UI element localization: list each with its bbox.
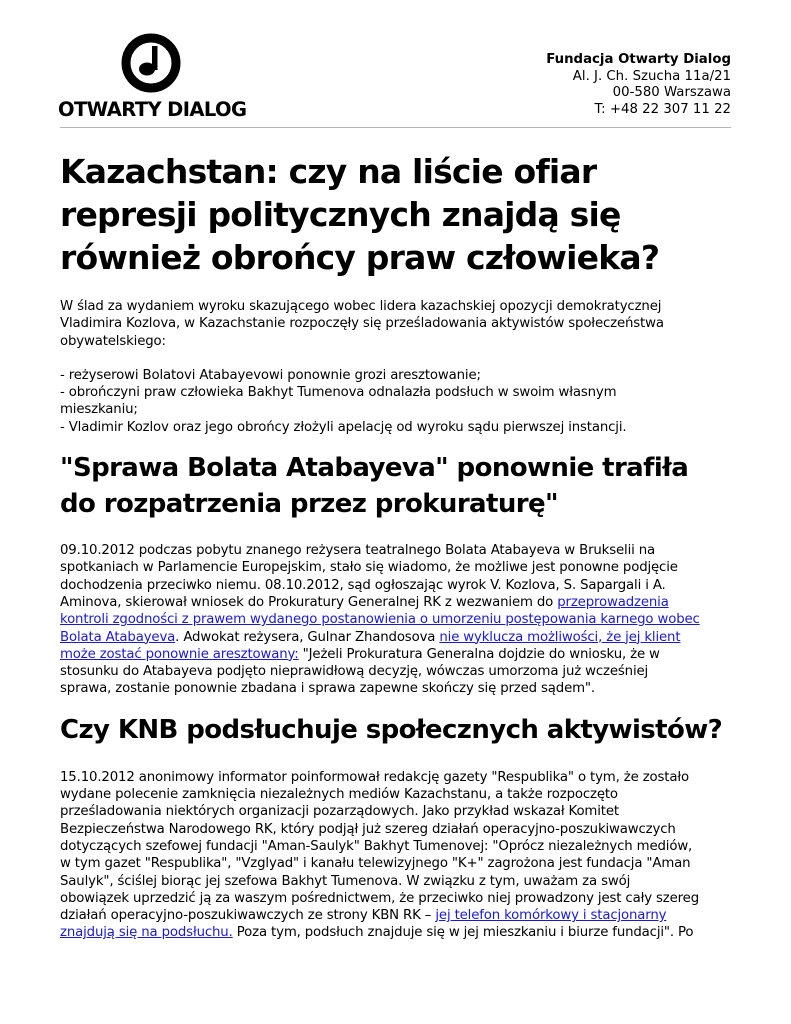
section-heading — [60, 450, 740, 522]
contact-block — [546, 52, 731, 118]
title-line: również obrońcy praw człowieka? — [60, 238, 660, 277]
phone-number: T: +48 22 307 11 22 — [594, 101, 731, 117]
list-item: mieszkaniu; — [60, 402, 138, 418]
prosecutor-review-link[interactable]: przeprowadzenia — [557, 594, 669, 610]
text-line: W ślad za wydaniem wyroku skazującego wobec lidera kazachskiej opozycji demokratycznej — [60, 299, 662, 314]
text-line: dochodzenia przeciwko niemu. 08.10.2012, sąd ogłoszając wyrok V. Kozlova, S. Sapargali i A. — [60, 577, 666, 593]
text-line: dotyczących szefowej fundacji "Aman-Saulyk" Bakhyt Tumenovej: "Oprócz niezależnych mediów, — [60, 838, 693, 854]
text-line: 15.10.2012 anonimowy informator poinformował redakcję gazety "Respublika" o tym, że zostało — [60, 769, 689, 785]
org-name: Fundacja Otwarty Dialog — [546, 52, 731, 67]
text-run: działań operacyjno-poszukiwawczych ze strony KBN RK – — [60, 908, 436, 924]
text-line: stosunku do Atabayeva podjęto nieprawidłową decyzję, wówczas umorzoma już wcześniej — [60, 664, 649, 680]
text-line: w tym gazet "Respublika", "Vzglyad" i kanału telewizyjnego "K+" zagrożona jest fundacja "Aman — [60, 856, 691, 872]
text-line — [60, 611, 740, 628]
text-line — [60, 907, 740, 924]
heading-line: Czy KNB podsłuchuje społecznych aktywistów? — [60, 714, 723, 745]
list-item: - Vladimir Kozlov oraz jego obrońcy złożyli apelację od wyroku sądu pierwszej instancji. — [60, 419, 627, 435]
article-title — [60, 150, 740, 279]
address-line: Al. J. Ch. Szucha 11a/21 — [572, 68, 731, 84]
text-line: Saulyk", ściślej biorąc jej szefowa Bakhyt Tumenova. W związku z tym, uważam za swój — [60, 873, 631, 889]
wiretap-link[interactable]: jej telefon komórkowy i stacjonarny — [435, 908, 667, 924]
section2-paragraph — [60, 769, 740, 942]
logo-text: OTWARTY DIALOG — [58, 98, 247, 121]
prosecutor-review-link[interactable]: kontroli zgodności z prawem wydanego postanowienia o umorzeniu postępowania karnego wobec — [60, 612, 700, 628]
otwarty-dialog-logo-icon — [120, 32, 182, 94]
section-heading — [60, 712, 740, 748]
bullet-list — [60, 367, 740, 436]
text-line: wydane polecenie zamknięcia niezależnych mediów Kazachstanu, a także rozpoczęto — [60, 787, 618, 803]
header-divider — [60, 127, 731, 128]
prosecutor-review-link[interactable]: Bolata Atabayeva — [60, 629, 176, 645]
text-line: sprawa, zostanie ponownie zbadana i sprawa zapewne skończy się przed sądem". — [60, 681, 595, 697]
text-run: "Jeżeli Prokuratura Generalna dojdzie do wniosku, że w — [298, 646, 660, 662]
text-run: Aminova, skierował wniosek do Prokuratury Generalnej RK z wezwaniem do — [60, 594, 558, 610]
wiretap-link[interactable]: znajdują się na podsłuchu. — [60, 925, 233, 941]
text-line — [60, 629, 740, 646]
heading-line: do rozpatrzenia przez prokuraturę" — [60, 489, 558, 520]
text-line: spotkaniach w Parlamencie Europejskim, stało się wiadomo, że możliwe jest ponowne podjęcie — [60, 560, 678, 576]
text-line — [60, 646, 740, 663]
address-line: 00-580 Warszawa — [612, 85, 731, 100]
text-line: obowiązek uprzedzić ją za waszym pośrednictwem, że przeciwko niej prowadzony jest cały szereg — [60, 890, 699, 906]
text-line: obywatelskiego: — [60, 333, 166, 349]
intro-paragraph — [60, 298, 740, 350]
text-line: Vladimira Kozlova, w Kazachstanie rozpoczęły się prześladowania aktywistów społeczeństwa — [60, 316, 664, 332]
section1-paragraph — [60, 542, 740, 698]
text-run: Poza tym, podsłuch znajduje się w jej mieszkaniu i biurze fundacji". Po — [232, 925, 694, 941]
lawyer-statement-link[interactable]: może zostać ponownie aresztowany: — [60, 646, 299, 662]
list-item: - obrończyni praw człowieka Bakhyt Tumenova odnalazła podsłuch w swoim własnym — [60, 385, 617, 401]
list-item: - reżyserowi Bolatovi Atabayevowi ponownie grozi aresztowanie; — [60, 367, 481, 383]
text-line — [60, 924, 740, 941]
title-line: represji politycznych znajdą się — [60, 195, 621, 234]
title-line: Kazachstan: czy na liście ofiar — [60, 152, 597, 191]
heading-line: "Sprawa Bolata Atabayeva" ponownie trafiła — [60, 453, 689, 484]
text-line: Bezpieczeństwa Narodowego RK, który podjął już szereg działań operacyjno-poszukiwawczych — [60, 821, 676, 837]
text-run: . Adwokat reżysera, Gulnar Zhandosova — [175, 629, 440, 645]
organization-logo — [58, 32, 248, 127]
text-line: 09.10.2012 podczas pobytu znanego reżysera teatralnego Bolata Atabayeva w Brukselii na — [60, 543, 656, 559]
lawyer-statement-link[interactable]: nie wyklucza możliwości, że jej klient — [439, 629, 681, 645]
text-line — [60, 594, 740, 611]
article-body — [60, 150, 740, 942]
text-line: prześladowania niektórych organizacji pozarządowych. Jako przykład wskazał Komitet — [60, 804, 619, 820]
